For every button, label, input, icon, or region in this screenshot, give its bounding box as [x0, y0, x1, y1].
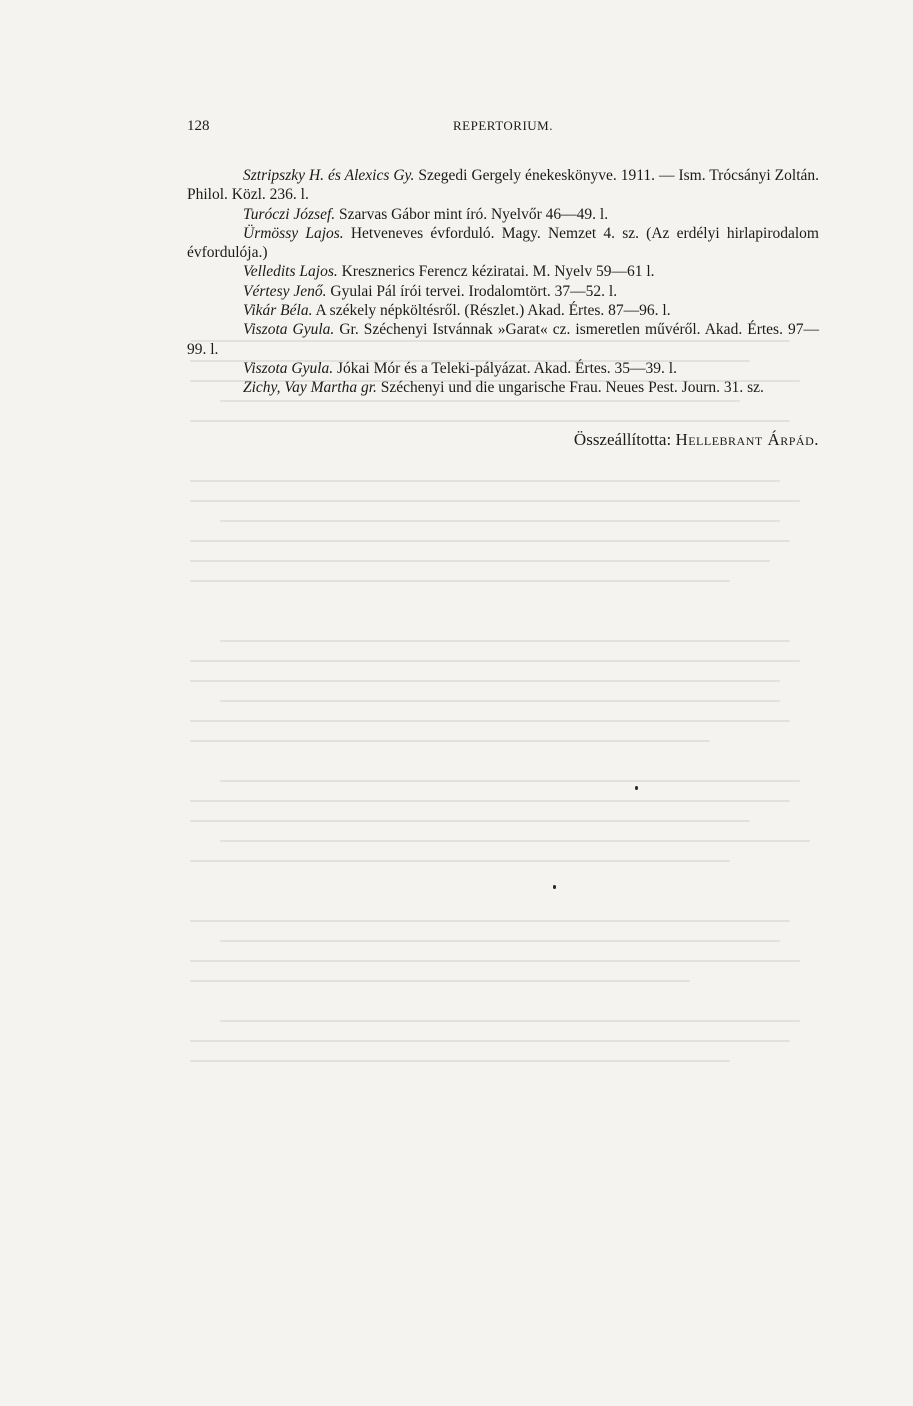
bibliography-entry	[187, 378, 819, 397]
entry-author: Viszota Gyula.	[243, 321, 335, 339]
entry-author: Viszota Gyula.	[243, 359, 334, 377]
entry-text: Gr. Széchenyi Istvánnak »Garat« cz. ismeretlen művéről. Akad. Értes. 97—99. l.	[187, 321, 819, 358]
compiler-signature	[574, 430, 819, 450]
entry-text: Jókai Mór és a Teleki-pályázat. Akad. Értes. 35—39. l.	[333, 359, 677, 377]
ink-speck	[553, 885, 556, 889]
bibliography-entry	[187, 320, 819, 359]
bibliography-entry	[187, 359, 819, 378]
entry-author: Vértesy Jenő.	[243, 282, 327, 300]
bibliography-entry	[187, 205, 819, 224]
bibliography-list	[187, 166, 819, 398]
entry-author: Turóczi József.	[243, 205, 336, 223]
compiler-name: Hellebrant Árpád.	[675, 430, 819, 449]
bibliography-entry	[187, 301, 819, 320]
page-header	[187, 118, 819, 140]
running-title: REPERTORIUM.	[453, 118, 553, 133]
bibliography-entry	[187, 262, 819, 281]
ink-speck	[635, 786, 638, 790]
entry-text: Szarvas Gábor mint író. Nyelvőr 46—49. l.	[335, 205, 609, 223]
signature-label: Összeállította:	[573, 430, 672, 449]
entry-author: Zichy, Vay Martha gr.	[243, 379, 377, 397]
entry-text: Kresznerics Ferencz kéziratai. M. Nyelv 59—61 l.	[337, 263, 655, 281]
bibliography-entry	[187, 282, 819, 301]
entry-text: Széchenyi und die ungarische Frau. Neues Pest. Journ. 31. sz.	[376, 379, 764, 397]
bibliography-entry	[187, 166, 819, 205]
page-number: 128	[187, 118, 210, 134]
entry-text: Hetveneves évforduló. Magy. Nemzet 4. sz. (Az erdélyi hirlapirodalom évfordulója.)	[187, 224, 819, 262]
entry-text: A székely népköltésről. (Részlet.) Akad. Értes. 87—96. l.	[312, 302, 671, 320]
entry-text: Szegedi Gergely énekeskönyve. 1911. — Ism. Trócsányi Zoltán. Philol. Közl. 236. l.	[187, 167, 820, 204]
entry-author: Ürmössy Lajos.	[243, 224, 344, 242]
entry-text: Gyulai Pál írói tervei. Irodalomtört. 37—52. l.	[326, 282, 618, 300]
entry-author: Velledits Lajos.	[243, 263, 338, 281]
entry-author: Vikár Béla.	[243, 302, 313, 320]
bibliography-entry	[187, 224, 819, 263]
entry-author: Sztripszky H. és Alexics Gy.	[243, 167, 415, 184]
